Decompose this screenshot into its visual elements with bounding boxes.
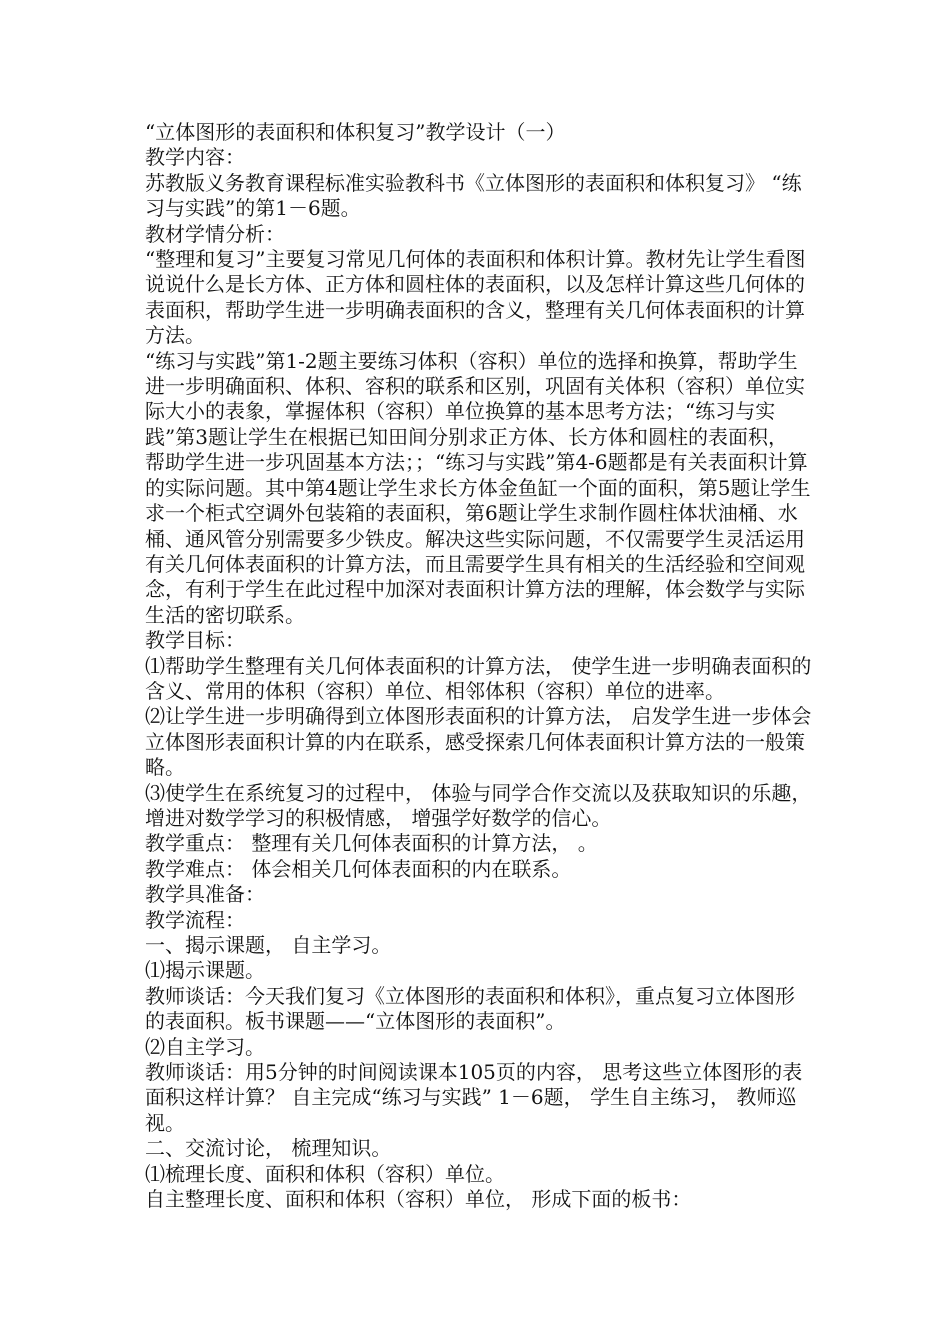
section-heading-goals: 教学目标： bbox=[145, 628, 245, 653]
section-heading-content: 教学内容： bbox=[145, 145, 245, 170]
step-1-heading: 一、揭示课题， 自主学习。 bbox=[145, 933, 392, 957]
goal-item-3: ⑶使学生在系统复习的过程中， 体验与同学合作交流以及获取知识的乐趣， 增进对数学学习的积极情感， 增强学好数学的信心。 bbox=[145, 780, 818, 830]
paragraph-practice: “练习与实践”第1-2题主要练习体积（容积）单位的选择和换算，帮助学生进一步明确面积、体积、容积的联系和区别，巩固有关体积（容积）单位实际大小的表象，掌握体积（容积）单位换算的基本思考方法；“练习与实践”第3题让学生在根据已知田间分别求正方体、长方体和圆柱的表面积， 帮助学生进一步巩固基本方法；；“练习与实践”第4-6题都是有关表面积计算的实际问题。其中第4题让学生求长方体金鱼缸一个面的面积，第5题让学生求一个柜式空调外包装箱的表面积，第6题让学生求制作圆柱体状油桶、水桶、通风管分别需要多少铁皮。解决这些实际问题，不仅需要学生灵活运用有关几何体表面积的计算方法，而且需要学生具有相关的生活经验和空间观念，有利于学生在此过程中加深对表面积计算方法的理解，体会数学与实际生活的密切联系。 bbox=[145, 348, 811, 627]
goal-item-2: ⑵让学生进一步明确得到立体图形表面积的计算方法， 启发学生进一步体会立体图形表面积计算的内在联系，感受探索几何体表面积计算方法的一般策略。 bbox=[145, 704, 812, 780]
step-2-heading: 二、交流讨论， 梳理知识。 bbox=[145, 1136, 392, 1161]
teacher-talk-1: 教师谈话：今天我们复习《立体图形的表面积和体积》，重点复习立体图形的表面积。板书课题——“立体图形的表面积”。 bbox=[145, 983, 795, 1034]
section-heading-analysis: 教材学情分析： bbox=[145, 221, 285, 246]
teacher-talk-2: 教师谈话：用5分钟的时间阅读课本105页的内容， 思考这些立体图形的表面积这样计算？ 自主完成“练习与实践” 1－6题， 学生自主练习， 教师巡视。 bbox=[145, 1060, 803, 1135]
document-title: “立体图形的表面积和体积复习”教学设计（一） bbox=[145, 120, 566, 144]
paragraph-textbook: 苏教版义务教育课程标准实验教科书《立体图形的表面积和体积复习》 “练习与实践”的第1－6题。 bbox=[145, 170, 802, 221]
step-1-sub-1: ⑴揭示课题。 bbox=[145, 958, 265, 983]
summary-line: 自主整理长度、面积和体积（容积）单位， 形成下面的板书： bbox=[145, 1187, 692, 1212]
difficult-point: 教学难点： 体会相关几何体表面积的内在联系。 bbox=[145, 856, 572, 881]
step-1-sub-2: ⑵自主学习。 bbox=[145, 1034, 265, 1059]
paragraph-review: “整理和复习”主要复习常见几何体的表面积和体积计算。教材先让学生看图说说什么是长方体、正方体和圆柱体的表面积，以及怎样计算这些几何体的表面积，帮助学生进一步明确表面积的含义，整理有关几何体表面积的计算方法。 bbox=[145, 247, 806, 348]
document-body bbox=[145, 120, 818, 1212]
goal-item-1: ⑴帮助学生整理有关几何体表面积的计算方法， 使学生进一步明确表面积的含义、常用的体积（容积）单位、相邻体积（容积）单位的进率。 bbox=[145, 653, 812, 703]
process-heading: 教学流程： bbox=[145, 907, 245, 932]
key-point: 教学重点： 整理有关几何体表面积的计算方法， 。 bbox=[145, 831, 598, 856]
materials-heading: 教学具准备： bbox=[145, 882, 265, 907]
step-2-sub-1: ⑴梳理长度、面积和体积（容积）单位。 bbox=[145, 1161, 505, 1186]
